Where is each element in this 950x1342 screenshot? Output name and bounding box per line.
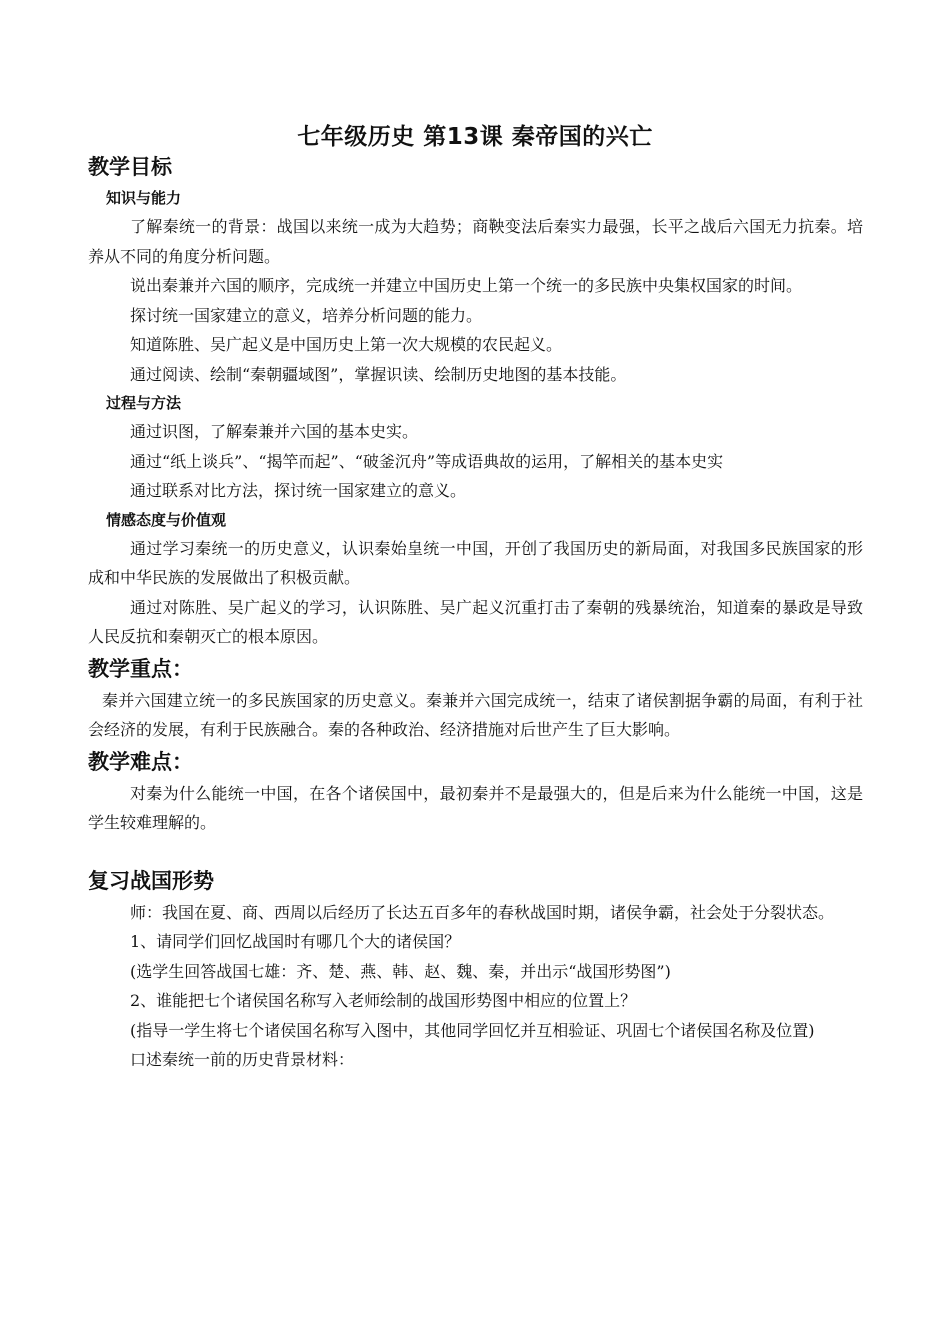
paragraph: 探讨统一国家建立的意义，培养分析问题的能力。: [130, 305, 483, 325]
paragraph: 通过阅读、绘制“秦朝疆域图”，掌握识读、绘制历史地图的基本技能。: [130, 364, 627, 384]
paragraph: 知道陈胜、吴广起义是中国历史上第一次大规模的农民起义。: [130, 335, 563, 354]
spacer: [88, 838, 863, 864]
page-title: 七年级历史 第13课 秦帝国的兴亡: [297, 124, 653, 150]
section-heading-objectives: 教学目标: [88, 155, 172, 179]
paragraph: 了解秦统一的背景：战国以来统一成为大趋势；商鞅变法后秦实力最强，长平之战后六国无力抗秦。培养从不同的角度分析问题。: [88, 217, 863, 266]
subheading-values: 情感态度与价值观: [106, 510, 227, 529]
paragraph: 通过“纸上谈兵”、“揭竿而起”、“破釜沉舟”等成语典故的运用，了解相关的基本史实: [130, 451, 724, 471]
paragraph: (选学生回答战国七雄：齐、楚、燕、韩、赵、魏、秦，并出示“战国形势图”): [130, 961, 671, 981]
paragraph: (指导一学生将七个诸侯国名称写入图中，其他同学回忆并互相验证、巩固七个诸侯国名称及位置): [130, 1020, 815, 1040]
paragraph: 通过联系对比方法，探讨统一国家建立的意义。: [130, 481, 467, 500]
paragraph: 对秦为什么能统一中国，在各个诸侯国中，最初秦并不是最强大的，但是后来为什么能统一中国，这是学生较难理解的。: [88, 783, 863, 832]
paragraph: 通过识图，了解秦兼并六国的基本史实。: [130, 422, 419, 441]
paragraph: 通过对陈胜、吴广起义的学习，认识陈胜、吴广起义沉重打击了秦朝的残暴统治，知道秦的暴政是导致人民反抗和秦朝灭亡的根本原因。: [88, 597, 863, 646]
subheading-process: 过程与方法: [106, 394, 182, 412]
document-body: [88, 150, 863, 1075]
paragraph: 秦并六国建立统一的多民族国家的历史意义。秦兼并六国完成统一，结束了诸侯割据争霸的局面，有利于社会经济的发展，有利于民族融合。秦的各种政治、经济措施对后世产生了巨大影响。: [88, 690, 863, 739]
paragraph: 通过学习秦统一的历史意义，认识秦始皇统一中国，开创了我国历史的新局面，对我国多民族国家的形成和中华民族的发展做出了积极贡献。: [88, 538, 863, 587]
paragraph: 1、请同学们回忆战国时有哪几个大的诸侯国？: [130, 932, 461, 951]
paragraph: 师：我国在夏、商、西周以后经历了长达五百多年的春秋战国时期，诸侯争霸，社会处于分裂状态。: [130, 902, 835, 922]
section-heading-review: 复习战国形势: [88, 868, 214, 893]
paragraph: 2、谁能把七个诸侯国名称写入老师绘制的战国形势图中相应的位置上？: [130, 991, 637, 1010]
section-heading-key-points: 教学重点：: [88, 656, 193, 681]
paragraph: 口述秦统一前的历史背景材料：: [130, 1050, 355, 1069]
section-heading-difficulties: 教学难点：: [88, 749, 193, 774]
subheading-knowledge: 知识与能力: [106, 189, 182, 207]
paragraph: 说出秦兼并六国的顺序，完成统一并建立中国历史上第一个统一的多民族中央集权国家的时间。: [130, 276, 803, 295]
